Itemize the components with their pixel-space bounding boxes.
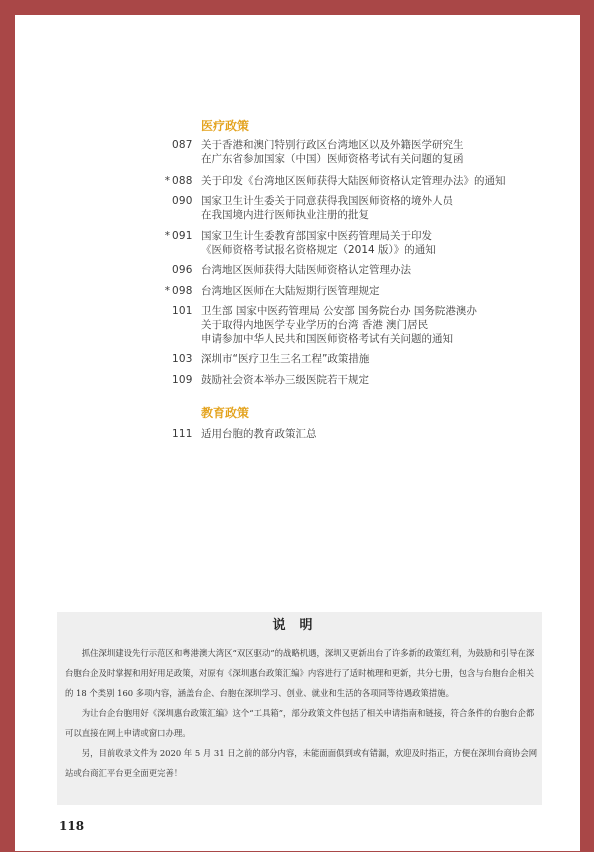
entry-line: 关于印发《台湾地区医师获得大陆医师资格认定管理办法》的通知 xyxy=(201,175,506,187)
entry-line: 深圳市“医疗卫生三名工程”政策措施 xyxy=(201,353,370,365)
section-title-education: 教育政策 xyxy=(201,406,250,420)
entry-title xyxy=(201,194,571,222)
explanation-paragraph: 另，目前收录文件为 2020 年 5 月 31 日之前的部分内容，未能面面俱到或有错漏，欢迎及时指正，方便在深圳台商协会网站或台商汇平台更全面更完善！ xyxy=(65,748,538,778)
page-number: 118 xyxy=(59,819,85,833)
star-mark: * xyxy=(164,175,170,187)
page-ref: 090 xyxy=(172,195,193,207)
entry-title xyxy=(201,263,571,277)
page-ref: 101 xyxy=(172,305,193,317)
entry-line: 关于香港和澳门特别行政区台湾地区以及外籍医学研究生 xyxy=(201,139,464,151)
entry-line: 台湾地区医师在大陆短期行医管理规定 xyxy=(201,285,380,297)
entry-line: 适用台胞的教育政策汇总 xyxy=(201,428,317,440)
entry-title xyxy=(201,174,571,188)
page-ref: 098 xyxy=(172,285,193,297)
page-ref: 096 xyxy=(172,264,193,276)
entry-line: 国家卫生计生委关于同意获得我国医师资格的境外人员 xyxy=(201,195,453,207)
entry-line: 关于取得内地医学专业学历的台湾 香港 澳门居民 xyxy=(201,319,429,331)
explanation-title: 说明 xyxy=(272,618,327,633)
explanation-paragraph: 抓住深圳建设先行示范区和粤港澳大湾区“双区驱动”的战略机遇，深圳又更新出台了许多新的政策红利，为鼓励和引导在深台胞台企及时掌握和用好用足政策，对原有《深圳惠台政策汇编》内容进行了适时梳理和更新，共分七册，包含与台胞台企相关的 18 个类别 160 多项内容，涵盖台企、台胞在深圳学习、创业、就业和生活的各项同等待遇政策措施。 xyxy=(65,648,535,698)
entry-line: 国家卫生计生委教育部国家中医药管理局关于印发 xyxy=(201,230,432,242)
entry-line: 鼓励社会资本举办三级医院若干规定 xyxy=(201,374,369,386)
explanation-paragraph: 为让台企台胞用好《深圳惠台政策汇编》这个“工具箱”，部分政策文件包括了相关申请指南和链接，符合条件的台胞台企都可以直接在网上申请或窗口办理。 xyxy=(65,708,535,738)
entry-title xyxy=(201,229,571,257)
page-ref: 103 xyxy=(172,353,193,365)
page xyxy=(15,15,580,851)
explanation-box xyxy=(57,612,542,805)
entry-title xyxy=(201,352,571,366)
entry-title xyxy=(201,304,571,346)
page-ref: 087 xyxy=(172,139,193,151)
entry-line: 台湾地区医师获得大陆医师资格认定管理办法 xyxy=(201,264,411,276)
page-ref: 109 xyxy=(172,374,193,386)
section-title-medical: 医疗政策 xyxy=(201,119,250,133)
entry-line: 在广东省参加国家（中国）医师资格考试有关问题的复函 xyxy=(201,153,464,165)
star-mark: * xyxy=(164,230,170,242)
entry-title xyxy=(201,138,571,166)
explanation-body xyxy=(65,643,538,783)
entry-title xyxy=(201,427,571,441)
entry-line: 在我国境内进行医师执业注册的批复 xyxy=(201,209,369,221)
entry-line: 《医师资格考试报名资格规定（2014 版）》的通知 xyxy=(201,244,436,256)
entry-title xyxy=(201,373,571,387)
page-ref: 111 xyxy=(172,428,193,440)
entry-line: 申请参加中华人民共和国医师资格考试有关问题的通知 xyxy=(201,333,453,345)
page-ref: 091 xyxy=(172,230,193,242)
page-ref: 088 xyxy=(172,175,193,187)
entry-title xyxy=(201,284,571,298)
entry-line: 卫生部 国家中医药管理局 公安部 国务院台办 国务院港澳办 xyxy=(201,305,477,317)
star-mark: * xyxy=(164,285,170,297)
